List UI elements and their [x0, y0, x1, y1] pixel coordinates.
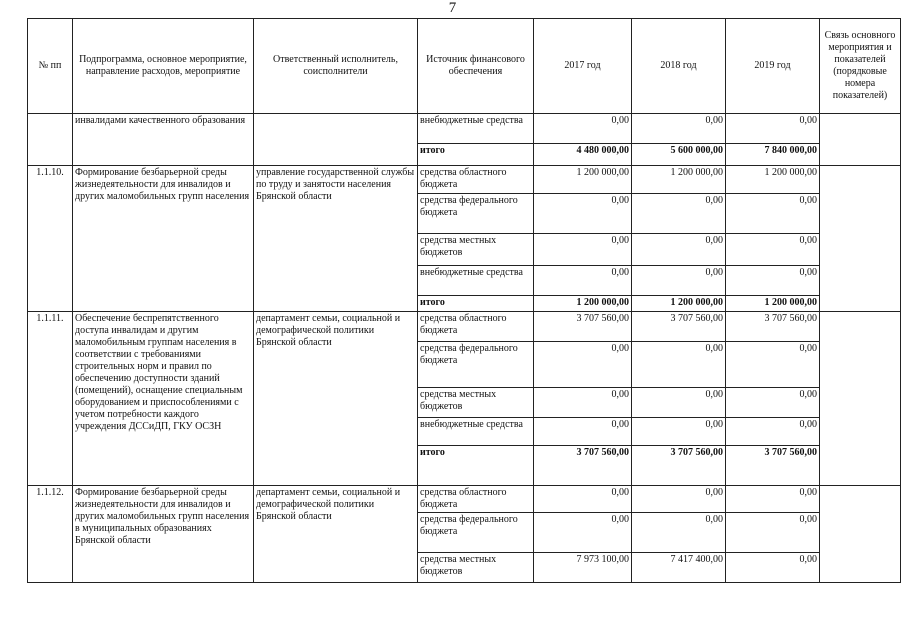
value-2018: 3 707 560,00 [632, 312, 726, 342]
funding-source: внебюджетные средства [418, 266, 534, 296]
value-2018: 1 200 000,00 [632, 296, 726, 312]
item-name: инвалидами качественного образования [73, 114, 254, 166]
col-header-name: Подпрограмма, основное мероприятие, направление расходов, мероприятие [73, 19, 254, 114]
value-2019: 0,00 [726, 194, 820, 234]
funding-source: средства федерального бюджета [418, 194, 534, 234]
value-2018: 3 707 560,00 [632, 446, 726, 486]
funding-source: средства областного бюджета [418, 166, 534, 194]
item-executor: управление государственной службы по труду и занятости населения Брянской области [254, 166, 418, 312]
value-2017: 0,00 [534, 234, 632, 266]
value-2017: 0,00 [534, 388, 632, 418]
value-2019: 3 707 560,00 [726, 312, 820, 342]
value-2017: 1 200 000,00 [534, 296, 632, 312]
indicator-link [820, 114, 901, 166]
value-2019: 3 707 560,00 [726, 446, 820, 486]
value-2018: 0,00 [632, 114, 726, 144]
value-2018: 0,00 [632, 418, 726, 446]
value-2017: 0,00 [534, 513, 632, 553]
value-2018: 0,00 [632, 234, 726, 266]
col-header-source: Источник финансового обеспечения [418, 19, 534, 114]
value-2018: 0,00 [632, 513, 726, 553]
value-2018: 0,00 [632, 266, 726, 296]
value-2017: 1 200 000,00 [534, 166, 632, 194]
table-row [28, 312, 901, 342]
value-2017: 0,00 [534, 342, 632, 388]
value-2018: 0,00 [632, 388, 726, 418]
funding-source: средства областного бюджета [418, 486, 534, 513]
value-2018: 0,00 [632, 342, 726, 388]
header-row [28, 19, 901, 114]
value-2018: 0,00 [632, 194, 726, 234]
value-2019: 0,00 [726, 234, 820, 266]
item-name: Формирование безбарьерной среды жизнедеятельности для инвалидов и других маломобильных групп населения [73, 166, 254, 312]
table-row [28, 114, 901, 144]
item-executor: департамент семьи, социальной и демографической политики Брянской области [254, 312, 418, 486]
value-2018: 1 200 000,00 [632, 166, 726, 194]
value-2019: 0,00 [726, 342, 820, 388]
value-2019: 0,00 [726, 388, 820, 418]
col-header-2017: 2017 год [534, 19, 632, 114]
item-index: 1.1.12. [28, 486, 73, 583]
funding-source: средства местных бюджетов [418, 388, 534, 418]
funding-source: итого [418, 446, 534, 486]
value-2017: 4 480 000,00 [534, 144, 632, 166]
item-executor [254, 114, 418, 166]
col-header-2019: 2019 год [726, 19, 820, 114]
value-2019: 0,00 [726, 114, 820, 144]
funding-source: средства местных бюджетов [418, 234, 534, 266]
funding-source: средства федерального бюджета [418, 513, 534, 553]
funding-source: средства федерального бюджета [418, 342, 534, 388]
funding-source: итого [418, 296, 534, 312]
funding-source: внебюджетные средства [418, 114, 534, 144]
funding-source: средства местных бюджетов [418, 553, 534, 583]
value-2018: 7 417 400,00 [632, 553, 726, 583]
value-2018: 0,00 [632, 486, 726, 513]
value-2019: 0,00 [726, 266, 820, 296]
funding-source: внебюджетные средства [418, 418, 534, 446]
indicator-link [820, 166, 901, 312]
table-row [28, 486, 901, 513]
value-2019: 1 200 000,00 [726, 296, 820, 312]
value-2017: 0,00 [534, 114, 632, 144]
item-index: 1.1.11. [28, 312, 73, 486]
value-2017: 0,00 [534, 194, 632, 234]
value-2018: 5 600 000,00 [632, 144, 726, 166]
col-header-2018: 2018 год [632, 19, 726, 114]
funding-source: итого [418, 144, 534, 166]
page-number: 7 [448, 0, 457, 16]
item-index [28, 114, 73, 166]
table-row [28, 166, 901, 194]
indicator-link [820, 486, 901, 583]
item-name: Обеспечение беспрепятственного доступа инвалидам и другим маломобильным группам населения в соответствии с требованиями строительных норм и правил по обеспечению доступности зданий (помещений), оснащение специальным оборудованием и приспособлениями с учетом потребности каждого учреждения ДССиДП, ГКУ ОСЗН [73, 312, 254, 486]
value-2019: 1 200 000,00 [726, 166, 820, 194]
item-executor: департамент семьи, социальной и демографической политики Брянской области [254, 486, 418, 583]
value-2017: 0,00 [534, 418, 632, 446]
col-header-link: Связь основного мероприятия и показателей (порядковые номера показателей) [820, 19, 901, 114]
value-2019: 0,00 [726, 553, 820, 583]
col-header-executor: Ответственный исполнитель, соисполнители [254, 19, 418, 114]
value-2019: 0,00 [726, 418, 820, 446]
item-name: Формирование безбарьерной среды жизнедеятельности для инвалидов и других маломобильных групп населения в муниципальных образованиях Брянской области [73, 486, 254, 583]
value-2017: 3 707 560,00 [534, 312, 632, 342]
value-2017: 3 707 560,00 [534, 446, 632, 486]
value-2017: 7 973 100,00 [534, 553, 632, 583]
indicator-link [820, 312, 901, 486]
program-funding-table [27, 18, 901, 583]
col-header-idx: № пп [28, 19, 73, 114]
value-2019: 0,00 [726, 486, 820, 513]
value-2017: 0,00 [534, 266, 632, 296]
value-2017: 0,00 [534, 486, 632, 513]
funding-source: средства областного бюджета [418, 312, 534, 342]
value-2019: 7 840 000,00 [726, 144, 820, 166]
value-2019: 0,00 [726, 513, 820, 553]
item-index: 1.1.10. [28, 166, 73, 312]
